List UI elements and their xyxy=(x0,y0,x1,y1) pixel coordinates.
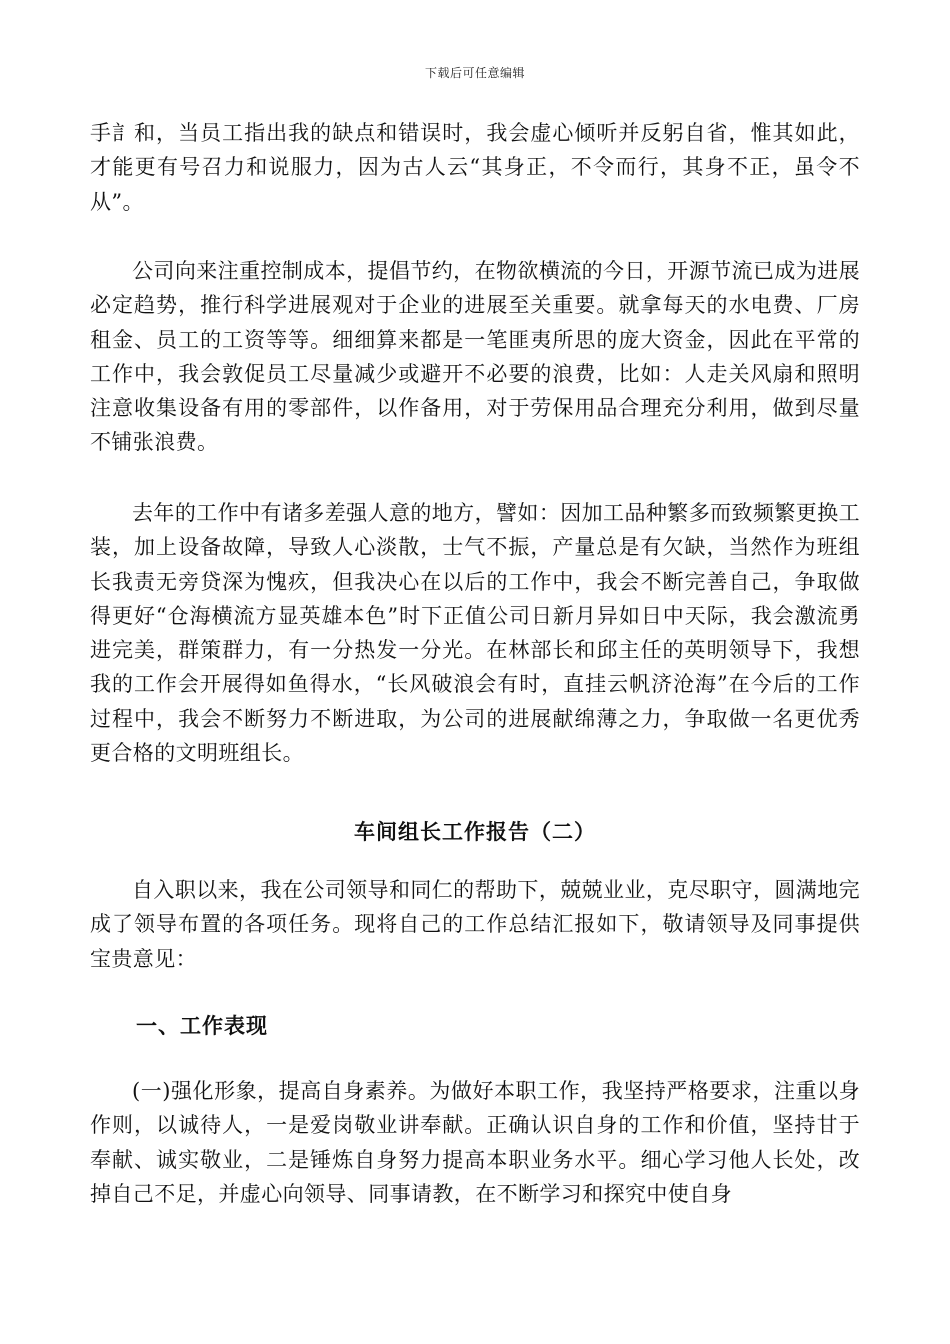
paragraph-introduction: 自入职以来，我在公司领导和同仁的帮助下，兢兢业业，克尽职守，圆满地完成了领导布置的各项任务。现将自己的工作总结汇报如下，敬请领导及同事提供宝贵意见： xyxy=(90,878,860,971)
heading-work-performance: 一、工作表现 xyxy=(136,1013,268,1038)
paragraph-strengthen-image: (一)强化形象，提高自身素养。为做好本职工作，我坚持严格要求，注重以身作则，以诚待人，一是爱岗敬业讲奉献。正确认识自身的工作和价值，坚持甘于奉献、诚实敬业，二是锤炼自身努力提高本职业务水平。细心学习他人长处，改掉自己不足，并虚心向领导、同事请教，在不断学习和探究中使自身 xyxy=(90,1079,860,1206)
paragraph-continuation: 手訁和，当员工指出我的缺点和错误时，我会虚心倾听并反躬自省，惟其如此，才能更有号召力和说服力，因为古人云“其身正，不令而行，其身不正，虽令不从”。 xyxy=(90,121,860,214)
paragraph-last-year-review: 去年的工作中有诸多差强人意的地方，譬如：因加工品种繁多而致频繁更换工装，加上设备故障，导致人心淡散，士气不振，产量总是有欠缺，当然作为班组长我责无旁贷深为愧疚，但我决心在以后的工作中，我会不断完善自己，争取做得更好“仓海横流方显英雄本色”时下正值公司日新月异如日中天际，我会激流勇进完美，群策群力，有一分热发一分光。在林部长和邱主任的英明领导下，我想我的工作会开展得如鱼得水，“长风破浪会有时，直挂云帆济沧海”在今后的工作过程中，我会不断努力不断进取，为公司的进展献绵薄之力，争取做一名更优秀更合格的文明班组长。 xyxy=(90,501,860,766)
paragraph-cost-control: 公司向来注重控制成本，提倡节约，在物欲横流的今日，开源节流已成为进展必定趋势，推行科学进展观对于企业的进展至关重要。就拿每天的水电费、厂房租金、员工的工资等等。细细算来都是一笔匪夷所思的庞大资金，因此在平常的工作中，我会敦促员工尽量减少或避开不必要的浪费，比如：人走关风扇和照明注意收集设备有用的零部件，以作备用，对于劳保用品合理充分利用，做到尽量不铺张浪费。 xyxy=(90,259,860,455)
section-title: 车间组长工作报告（二） xyxy=(354,819,596,844)
header-note: 下载后可任意编辑 xyxy=(424,66,525,80)
